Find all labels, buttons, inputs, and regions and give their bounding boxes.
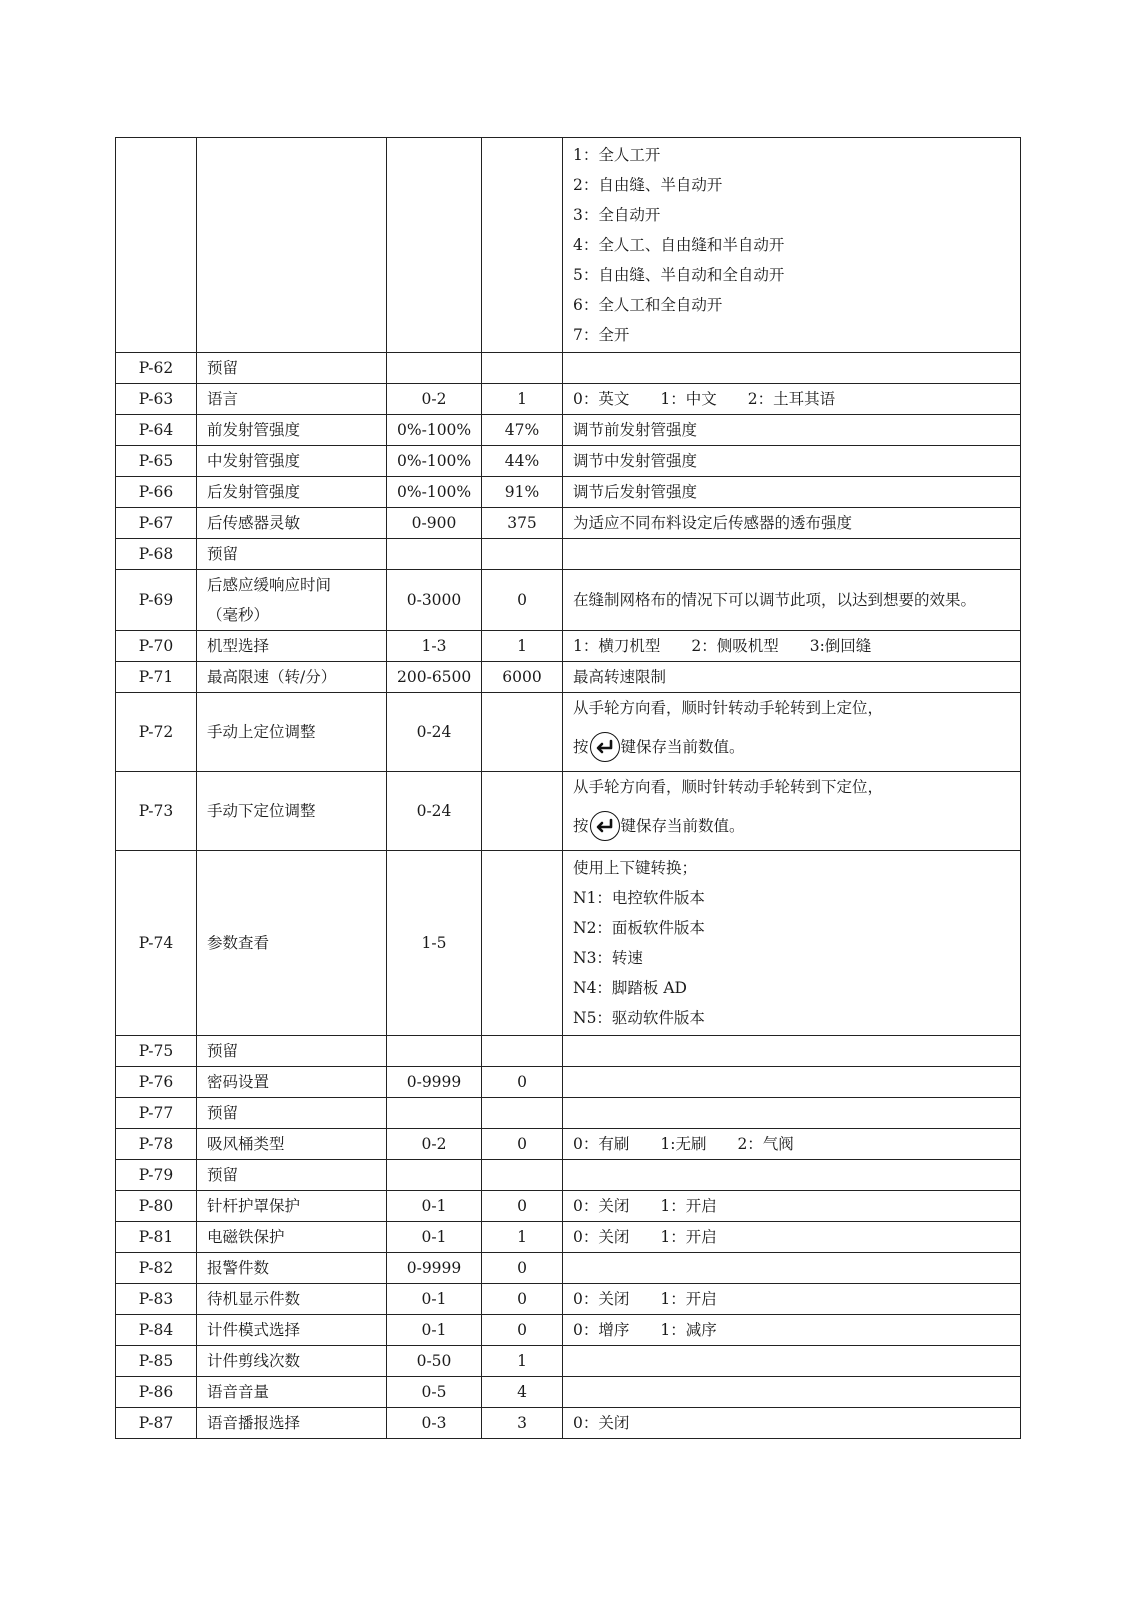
param-default: 47%	[482, 415, 563, 446]
table-row	[116, 1346, 1021, 1377]
param-range: 0-1	[387, 1191, 482, 1222]
param-name-line: （毫秒）	[207, 606, 270, 624]
table-row	[116, 570, 1021, 631]
param-default: 0	[482, 1191, 563, 1222]
param-description	[563, 1253, 1021, 1284]
param-range: 0-50	[387, 1346, 482, 1377]
param-range: 200-6500	[387, 662, 482, 693]
param-id: P-64	[116, 415, 197, 446]
param-default	[482, 138, 563, 353]
desc-press-prefix: 按	[573, 738, 589, 756]
param-description: 最高转速限制	[563, 662, 1021, 693]
param-name: 针杆护罩保护	[197, 1191, 387, 1222]
table-row	[116, 1284, 1021, 1315]
param-name: 手动上定位调整	[197, 693, 387, 772]
param-id	[116, 138, 197, 353]
param-range	[387, 539, 482, 570]
table-row	[116, 1129, 1021, 1160]
param-id: P-73	[116, 772, 197, 851]
param-range: 0-9999	[387, 1253, 482, 1284]
desc-line: N1：电控软件版本	[573, 889, 705, 907]
param-range: 0-1	[387, 1284, 482, 1315]
param-name: 报警件数	[197, 1253, 387, 1284]
param-description	[563, 138, 1021, 353]
param-id: P-66	[116, 477, 197, 508]
param-id: P-71	[116, 662, 197, 693]
param-default	[482, 1098, 563, 1129]
desc-press-suffix: 键保存当前数值。	[620, 738, 745, 756]
param-name: 语音播报选择	[197, 1408, 387, 1439]
param-id: P-77	[116, 1098, 197, 1129]
param-default	[482, 539, 563, 570]
param-default: 0	[482, 1253, 563, 1284]
param-default: 375	[482, 508, 563, 539]
param-description: 0：关闭	[563, 1408, 1021, 1439]
param-range: 0-24	[387, 772, 482, 851]
param-id: P-72	[116, 693, 197, 772]
param-name: 语言	[197, 384, 387, 415]
param-description: 为适应不同布料设定后传感器的透布强度	[563, 508, 1021, 539]
param-id: P-86	[116, 1377, 197, 1408]
desc-line: 5：自由缝、半自动和全自动开	[573, 266, 785, 284]
param-description	[563, 1346, 1021, 1377]
desc-line: N5：驱动软件版本	[573, 1009, 705, 1027]
param-id: P-79	[116, 1160, 197, 1191]
table-row	[116, 353, 1021, 384]
param-name: 语音音量	[197, 1377, 387, 1408]
table-row	[116, 851, 1021, 1036]
param-description: 调节中发射管强度	[563, 446, 1021, 477]
param-name: 中发射管强度	[197, 446, 387, 477]
param-name: 前发射管强度	[197, 415, 387, 446]
desc-line: 从手轮方向看，顺时针转动手轮转到下定位，	[573, 778, 884, 796]
param-id: P-82	[116, 1253, 197, 1284]
table-row	[116, 1315, 1021, 1346]
param-description: 1：横刀机型 2：侧吸机型 3:倒回缝	[563, 631, 1021, 662]
param-id: P-85	[116, 1346, 197, 1377]
param-range: 0-5	[387, 1377, 482, 1408]
param-default: 6000	[482, 662, 563, 693]
param-name: 后发射管强度	[197, 477, 387, 508]
param-name-line: 后感应缓响应时间	[207, 576, 332, 594]
param-range: 1-5	[387, 851, 482, 1036]
desc-line: 4：全人工、自由缝和半自动开	[573, 236, 785, 254]
param-description	[563, 1160, 1021, 1191]
param-default: 1	[482, 1346, 563, 1377]
param-description: 0：有刷 1:无刷 2：气阀	[563, 1129, 1021, 1160]
param-default	[482, 851, 563, 1036]
desc-line: 2：自由缝、半自动开	[573, 176, 723, 194]
desc-press-line	[573, 723, 1010, 771]
table-row	[116, 1222, 1021, 1253]
param-range: 0%-100%	[387, 446, 482, 477]
desc-line: 使用上下键转换；	[573, 859, 698, 877]
param-range: 0-3	[387, 1408, 482, 1439]
table-row	[116, 477, 1021, 508]
param-description: 0：关闭 1：开启	[563, 1284, 1021, 1315]
param-name: 计件剪线次数	[197, 1346, 387, 1377]
param-default: 91%	[482, 477, 563, 508]
param-description	[563, 539, 1021, 570]
table-row	[116, 539, 1021, 570]
param-default	[482, 353, 563, 384]
param-range	[387, 353, 482, 384]
param-default: 44%	[482, 446, 563, 477]
param-name: 预留	[197, 539, 387, 570]
param-default: 0	[482, 1315, 563, 1346]
param-id: P-62	[116, 353, 197, 384]
desc-line: N4：脚踏板 AD	[573, 979, 687, 997]
desc-press-suffix: 键保存当前数值。	[620, 817, 745, 835]
param-default: 4	[482, 1377, 563, 1408]
table-row	[116, 384, 1021, 415]
desc-line: 1：全人工开	[573, 146, 661, 164]
param-description: 在缝制网格布的情况下可以调节此项，以达到想要的效果。	[563, 570, 1021, 631]
param-id: P-76	[116, 1067, 197, 1098]
param-id: P-67	[116, 508, 197, 539]
desc-line: 7：全开	[573, 326, 630, 344]
param-range: 0%-100%	[387, 477, 482, 508]
param-range: 0-9999	[387, 1067, 482, 1098]
desc-press-prefix: 按	[573, 817, 589, 835]
param-name: 预留	[197, 1160, 387, 1191]
table-row	[116, 1191, 1021, 1222]
param-description: 0：关闭 1：开启	[563, 1222, 1021, 1253]
param-name: 预留	[197, 353, 387, 384]
param-id: P-63	[116, 384, 197, 415]
enter-key-icon	[590, 811, 620, 841]
table-row	[116, 772, 1021, 851]
param-id: P-87	[116, 1408, 197, 1439]
param-range: 0-2	[387, 1129, 482, 1160]
table-row	[116, 1036, 1021, 1067]
param-range: 0-24	[387, 693, 482, 772]
param-name: 预留	[197, 1036, 387, 1067]
param-id: P-84	[116, 1315, 197, 1346]
table-row	[116, 415, 1021, 446]
param-name: 电磁铁保护	[197, 1222, 387, 1253]
param-range: 1-3	[387, 631, 482, 662]
param-range	[387, 138, 482, 353]
param-name: 参数查看	[197, 851, 387, 1036]
param-name: 后传感器灵敏	[197, 508, 387, 539]
table-row	[116, 1098, 1021, 1129]
param-range	[387, 1098, 482, 1129]
param-description	[563, 353, 1021, 384]
table-row	[116, 1067, 1021, 1098]
param-default	[482, 1160, 563, 1191]
table-row	[116, 662, 1021, 693]
param-default: 0	[482, 1067, 563, 1098]
table-row	[116, 1160, 1021, 1191]
param-default: 0	[482, 1284, 563, 1315]
param-default: 0	[482, 1129, 563, 1160]
param-id: P-81	[116, 1222, 197, 1253]
param-name: 机型选择	[197, 631, 387, 662]
param-name	[197, 570, 387, 631]
desc-line: 3：全自动开	[573, 206, 661, 224]
desc-line: N3：转速	[573, 949, 643, 967]
param-range: 0-1	[387, 1315, 482, 1346]
param-id: P-75	[116, 1036, 197, 1067]
param-description: 调节前发射管强度	[563, 415, 1021, 446]
param-name: 待机显示件数	[197, 1284, 387, 1315]
param-description: 0：增序 1：减序	[563, 1315, 1021, 1346]
desc-line: N2：面板软件版本	[573, 919, 705, 937]
param-default	[482, 1036, 563, 1067]
param-default	[482, 772, 563, 851]
table-row	[116, 693, 1021, 772]
param-default: 1	[482, 631, 563, 662]
table-row	[116, 1377, 1021, 1408]
param-description: 0：英文 1：中文 2：土耳其语	[563, 384, 1021, 415]
param-name: 手动下定位调整	[197, 772, 387, 851]
param-id: P-70	[116, 631, 197, 662]
param-description	[563, 1067, 1021, 1098]
param-range	[387, 1160, 482, 1191]
table-row	[116, 1408, 1021, 1439]
param-description: 0：关闭 1：开启	[563, 1191, 1021, 1222]
desc-press-line	[573, 802, 1010, 850]
param-id: P-68	[116, 539, 197, 570]
param-default: 0	[482, 570, 563, 631]
param-name: 吸风桶类型	[197, 1129, 387, 1160]
param-range: 0-1	[387, 1222, 482, 1253]
param-description	[563, 851, 1021, 1036]
param-id: P-69	[116, 570, 197, 631]
desc-line: 6：全人工和全自动开	[573, 296, 723, 314]
enter-key-icon	[590, 732, 620, 762]
param-id: P-78	[116, 1129, 197, 1160]
desc-line: 从手轮方向看，顺时针转动手轮转到上定位，	[573, 699, 884, 717]
param-description	[563, 693, 1021, 772]
param-id: P-65	[116, 446, 197, 477]
param-name: 密码设置	[197, 1067, 387, 1098]
param-description	[563, 772, 1021, 851]
param-description	[563, 1377, 1021, 1408]
param-name: 最高限速（转/分）	[197, 662, 387, 693]
table-row	[116, 508, 1021, 539]
param-name	[197, 138, 387, 353]
parameter-table	[115, 137, 1021, 1439]
param-range: 0-900	[387, 508, 482, 539]
table-row	[116, 446, 1021, 477]
param-name: 预留	[197, 1098, 387, 1129]
param-name: 计件模式选择	[197, 1315, 387, 1346]
param-range: 0%-100%	[387, 415, 482, 446]
table-row	[116, 138, 1021, 353]
param-range: 0-3000	[387, 570, 482, 631]
table-row	[116, 1253, 1021, 1284]
param-default: 3	[482, 1408, 563, 1439]
param-default: 1	[482, 384, 563, 415]
param-description	[563, 1098, 1021, 1129]
param-description: 调节后发射管强度	[563, 477, 1021, 508]
param-default: 1	[482, 1222, 563, 1253]
param-id: P-83	[116, 1284, 197, 1315]
param-description	[563, 1036, 1021, 1067]
param-range: 0-2	[387, 384, 482, 415]
param-default	[482, 693, 563, 772]
param-id: P-80	[116, 1191, 197, 1222]
table-row	[116, 631, 1021, 662]
param-range	[387, 1036, 482, 1067]
param-id: P-74	[116, 851, 197, 1036]
